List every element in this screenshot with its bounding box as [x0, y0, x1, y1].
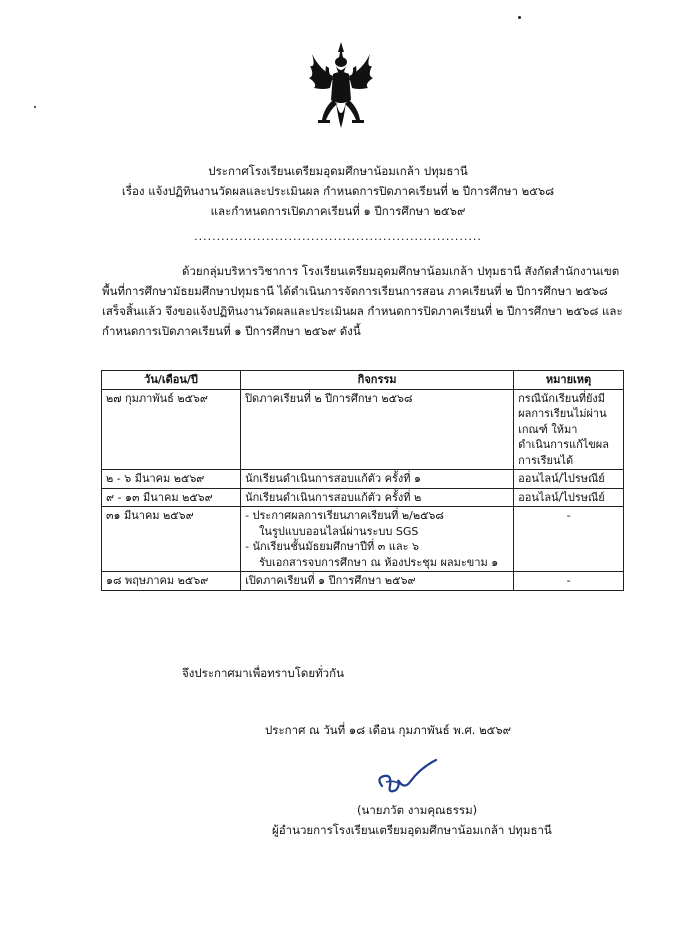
row-activity: นักเรียนดำเนินการสอบแก้ตัว ครั้งที่ ๒ — [241, 488, 514, 507]
note-line: การเรียนได้ — [518, 453, 574, 467]
row-activity — [241, 389, 514, 470]
separator-dots: ................................................................ — [194, 230, 482, 243]
speck-mark — [518, 16, 521, 19]
announcement-subject: เรื่อง แจ้งปฏิทินงานวัดผลและประเมินผล กำหนดการปิดภาคเรียนที่ ๒ ปีการศึกษา ๒๕๖๘ — [121, 184, 555, 198]
activity-line: รับเอกสารจบการศึกษา ณ ห้องประชุม ผลมะขาม ๑ — [259, 555, 499, 569]
signer-name: (นายภวัต งามคุณธรรม) — [357, 803, 478, 817]
row-note: - — [514, 572, 624, 591]
paragraph-line-4: กำหนดการเปิดภาคเรียนที่ ๑ ปีการศึกษา ๒๕๖๙ ดังนี้ — [102, 324, 361, 338]
row-date: ๑๘ พฤษภาคม ๒๕๖๙ — [102, 572, 241, 591]
paragraph-line-1: ด้วยกลุ่มบริหารวิชาการ โรงเรียนเตรียมอุดมศึกษาน้อมเกล้า ปทุมธานี สังกัดสำนักงานเขต — [182, 264, 620, 278]
signature-mark-icon — [374, 756, 444, 802]
table-header-row — [102, 371, 624, 390]
activity-line: ปิดภาคเรียนที่ ๒ ปีการศึกษา ๒๕๖๘ — [245, 391, 413, 405]
row-activity — [241, 507, 514, 572]
row-date: ๒ - ๖ มีนาคม ๒๕๖๙ — [102, 470, 241, 489]
announcement-date: ประกาศ ณ วันที่ ๑๘ เดือน กุมภาพันธ์ พ.ศ. ๒๕๖๙ — [265, 723, 512, 737]
paragraph-line-2: พื้นที่การศึกษามัธยมศึกษาปทุมธานี ได้ดำเนินการจัดการเรียนการสอน ภาคเรียนที่ ๒ ปีการศึกษา ๒๕๖๘ — [102, 284, 608, 298]
table-row — [102, 488, 624, 507]
note-line: กรณีนักเรียนที่ยังมี — [518, 391, 606, 405]
activity-line: ในรูปแบบออนไลน์ผ่านระบบ SGS — [259, 524, 419, 538]
row-date: ๓๑ มีนาคม ๒๕๖๙ — [102, 507, 241, 572]
note-line: ผลการเรียนไม่ผ่าน — [518, 407, 607, 420]
signer-position: ผู้อำนวยการโรงเรียนเตรียมอุดมศึกษาน้อมเกล้า ปทุมธานี — [272, 823, 552, 837]
table-row — [102, 572, 624, 591]
speck-mark — [34, 106, 36, 108]
closing-statement: จึงประกาศมาเพื่อทราบโดยทั่วกัน — [182, 666, 344, 680]
table-row — [102, 507, 624, 572]
column-header-note: หมายเหตุ — [514, 371, 624, 390]
table-row — [102, 389, 624, 470]
calendar-table — [101, 370, 624, 591]
row-note: ออนไลน์/ไปรษณีย์ — [514, 470, 624, 489]
garuda-emblem-icon — [306, 40, 376, 130]
activity-line: - นักเรียนชั้นมัธยมศึกษาปีที่ ๓ และ ๖ — [245, 540, 420, 553]
column-header-date: วัน/เดือน/ปี — [102, 371, 241, 390]
row-date: ๙ - ๑๓ มีนาคม ๒๕๖๙ — [102, 488, 241, 507]
announcement-title: ประกาศโรงเรียนเตรียมอุดมศึกษาน้อมเกล้า ปทุมธานี — [208, 164, 468, 178]
note-line: ดำเนินการแก้ไขผล — [518, 438, 609, 451]
activity-line: - ประกาศผลการเรียนภาคเรียนที่ ๒/๒๕๖๘ — [245, 509, 444, 522]
row-note: ออนไลน์/ไปรษณีย์ — [514, 488, 624, 507]
row-activity: เปิดภาคเรียนที่ ๑ ปีการศึกษา ๒๕๖๙ — [241, 572, 514, 591]
row-note: - — [514, 507, 624, 572]
paragraph-line-3: เสร็จสิ้นแล้ว จึงขอแจ้งปฏิทินงานวัดผลและประเมินผล กำหนดการปิดภาคเรียนที่ ๒ ปีการศึกษา ๒๕๖๘ และ — [102, 304, 623, 318]
table-row — [102, 470, 624, 489]
note-line: เกณฑ์ ให้มา — [518, 422, 578, 436]
row-activity: นักเรียนดำเนินการสอบแก้ตัว ครั้งที่ ๑ — [241, 470, 514, 489]
row-date: ๒๗ กุมภาพันธ์ ๒๕๖๙ — [102, 389, 241, 470]
row-note — [514, 389, 624, 470]
announcement-subject-continued: และกำหนดการเปิดภาคเรียนที่ ๑ ปีการศึกษา ๒๕๖๙ — [210, 204, 466, 218]
column-header-activity: กิจกรรม — [241, 371, 514, 390]
